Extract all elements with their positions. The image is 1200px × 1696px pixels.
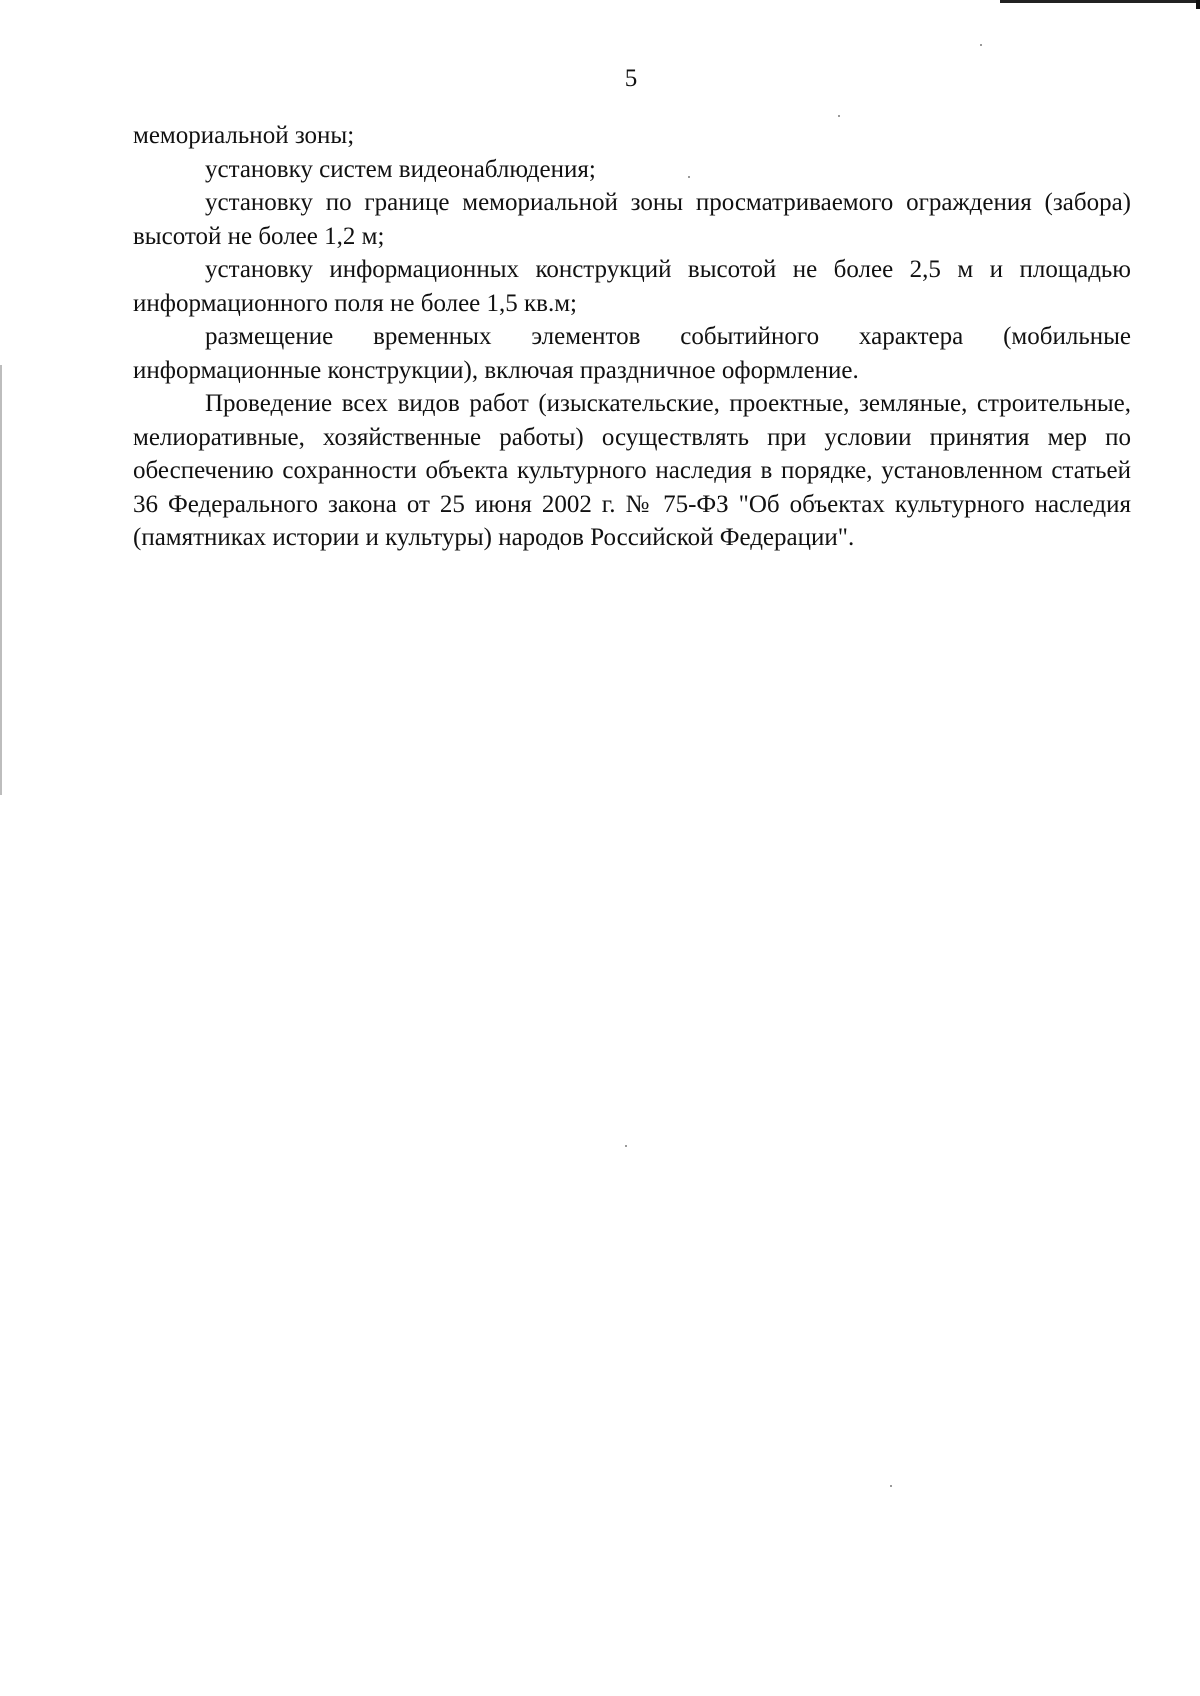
paragraph-video-surveillance: установку систем видеонаблюдения;	[205, 155, 596, 183]
paragraph-fence: установку по границе мемориальной зоны просматриваемого ограждения (забора) высотой не более 1,2 м;	[133, 189, 1131, 250]
paragraph-temporary-elements: размещение временных элементов событийного характера (мобильные информационные конструкции), включая праздничное оформление.	[133, 323, 1131, 384]
page-number: 5	[624, 65, 638, 92]
scan-speck	[980, 44, 982, 46]
paragraph-information-structures: установку информационных конструкций высотой не более 2,5 м и площадью информационного поля не более 1,5 кв.м;	[133, 256, 1131, 317]
scan-edge-mark-left	[0, 365, 2, 795]
scan-speck	[890, 1485, 892, 1487]
scan-edge-mark-corner	[1196, 0, 1200, 9]
scan-edge-mark-top	[1000, 0, 1200, 3]
document-body	[133, 119, 1131, 555]
scan-speck	[838, 115, 840, 117]
scan-speck	[625, 1145, 627, 1147]
paragraph-works-conditions: Проведение всех видов работ (изыскательские, проектные, земляные, строительные, мелиоративные, хозяйственные работы) осуществлять при условии принятия мер по обеспечению сохранности объекта культурного наследия в порядке, установленном статьей 36 Федерального закона от 25 июня 2002 г. № 75-ФЗ "Об объектах культурного наследия (памятниках истории и культуры) народов Российской Федерации".	[133, 390, 1131, 551]
paragraph-memorial-zone: мемориальной зоны;	[133, 122, 355, 149]
